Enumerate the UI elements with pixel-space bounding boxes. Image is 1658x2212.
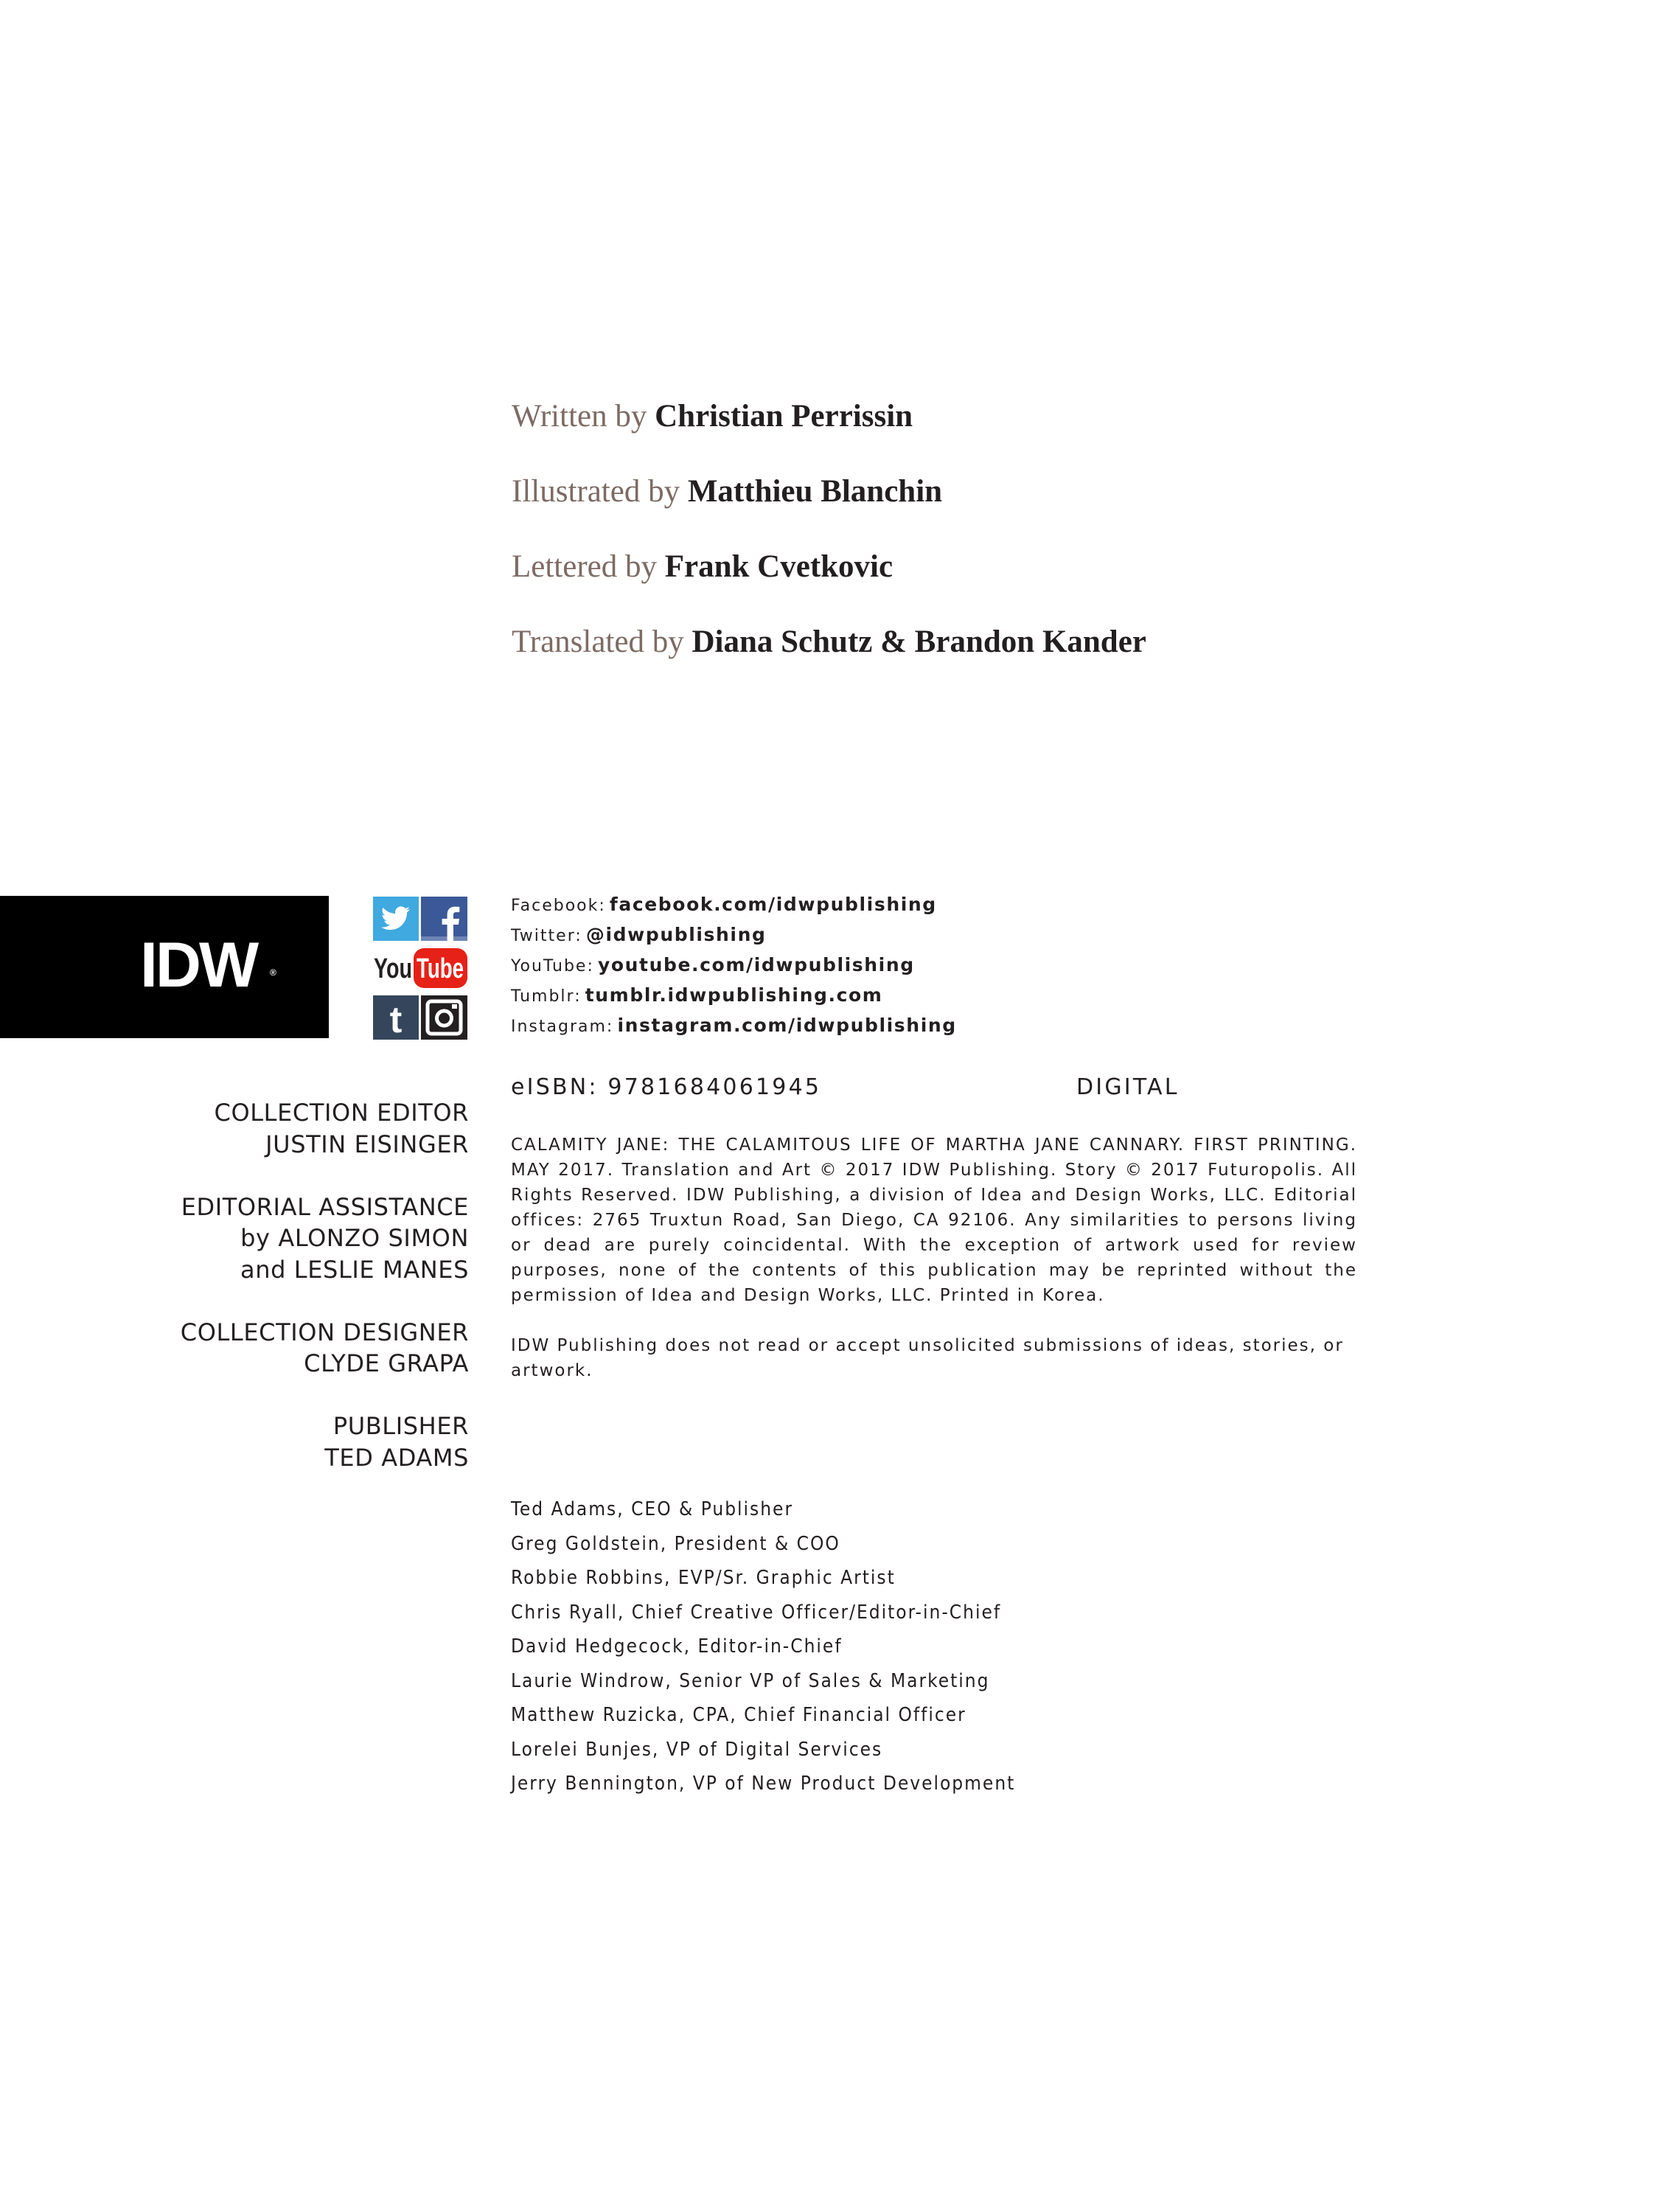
credit-name: Diana Schutz & Brandon Kander bbox=[692, 625, 1146, 659]
staff-line: TED ADAMS bbox=[324, 1443, 469, 1472]
staff-group-publisher bbox=[88, 1411, 469, 1473]
staff-line: CLYDE GRAPA bbox=[304, 1349, 469, 1377]
legal-notice bbox=[511, 1133, 1357, 1383]
credit-writer bbox=[512, 395, 1146, 470]
executive-list bbox=[511, 1492, 1015, 1801]
social-link[interactable]: youtube.com/idwpublishing bbox=[597, 954, 915, 975]
social-label: Twitter: bbox=[511, 927, 582, 945]
credit-role: Translated by bbox=[512, 625, 684, 659]
staff-credits bbox=[88, 1097, 469, 1505]
social-link[interactable]: tumblr.idwpublishing.com bbox=[585, 984, 883, 1006]
submissions-notice: IDW Publishing does not read or accept unsolicited submissions of ideas, stories, or artwork. bbox=[511, 1336, 1344, 1380]
credit-role: Illustrated by bbox=[512, 474, 680, 509]
credit-role: Lettered by bbox=[512, 549, 657, 584]
staff-group-editorial-assistance bbox=[88, 1192, 469, 1286]
isbn-number: eISBN: 9781684061945 bbox=[511, 1074, 822, 1100]
social-icons bbox=[373, 897, 467, 1040]
social-links bbox=[511, 889, 957, 1040]
idw-logo bbox=[140, 930, 274, 1001]
staff-line: and LESLIE MANES bbox=[240, 1255, 469, 1284]
credit-role: Written by bbox=[512, 399, 647, 434]
credit-name: Frank Cvetkovic bbox=[664, 549, 894, 584]
instagram-icon[interactable] bbox=[421, 995, 467, 1040]
staff-group-collection-editor bbox=[88, 1097, 469, 1160]
executive-item: Lorelei Bunjes, VP of Digital Services bbox=[511, 1738, 883, 1761]
staff-line: EDITORIAL ASSISTANCE bbox=[181, 1192, 469, 1221]
social-label: Tumblr: bbox=[511, 987, 582, 1006]
social-row-facebook bbox=[511, 889, 957, 919]
executive-item: Laurie Windrow, Senior VP of Sales & Marketing bbox=[511, 1669, 990, 1692]
credit-translator bbox=[512, 621, 1146, 696]
credit-letterer bbox=[512, 546, 1146, 621]
executive-item: Greg Goldstein, President & COO bbox=[511, 1532, 840, 1555]
social-label: Instagram: bbox=[511, 1018, 614, 1036]
social-row-twitter bbox=[511, 919, 957, 950]
social-row-youtube bbox=[511, 950, 957, 980]
credits bbox=[512, 395, 1146, 696]
staff-group-collection-designer bbox=[88, 1317, 469, 1380]
staff-line: PUBLISHER bbox=[332, 1412, 469, 1440]
staff-line: COLLECTION EDITOR bbox=[214, 1099, 469, 1127]
executive-item: Matthew Ruzicka, CPA, Chief Financial Officer bbox=[511, 1704, 966, 1726]
social-label: YouTube: bbox=[511, 957, 594, 975]
executive-item: Ted Adams, CEO & Publisher bbox=[511, 1498, 794, 1520]
credit-name: Christian Perrissin bbox=[655, 399, 913, 434]
social-row-instagram bbox=[511, 1010, 957, 1040]
isbn-line bbox=[511, 1071, 1351, 1104]
svg-text:t: t bbox=[389, 999, 403, 1040]
executive-item: Jerry Bennington, VP of New Product Development bbox=[511, 1773, 1016, 1795]
social-link[interactable]: @idwpublishing bbox=[585, 924, 767, 945]
staff-line: COLLECTION DESIGNER bbox=[180, 1318, 469, 1346]
executive-item: David Hedgecock, Editor-in-Chief bbox=[511, 1635, 843, 1658]
idw-logo-band bbox=[0, 896, 329, 1038]
executive-item: Robbie Robbins, EVP/Sr. Graphic Artist bbox=[511, 1567, 896, 1589]
social-row-tumblr bbox=[511, 980, 957, 1010]
facebook-icon[interactable] bbox=[421, 897, 467, 941]
edition-label: DIGITAL bbox=[1076, 1074, 1180, 1100]
staff-line: JUSTIN EISINGER bbox=[265, 1130, 469, 1158]
credit-illustrator bbox=[512, 470, 1146, 546]
staff-line: by ALONZO SIMON bbox=[240, 1224, 469, 1252]
twitter-icon[interactable] bbox=[373, 897, 419, 941]
youtube-icon[interactable] bbox=[373, 945, 467, 991]
social-label: Facebook: bbox=[511, 897, 606, 915]
idw-logo-text: IDW bbox=[140, 930, 257, 1001]
tumblr-icon[interactable] bbox=[373, 995, 419, 1040]
credit-name: Matthieu Blanchin bbox=[687, 474, 943, 509]
social-link[interactable]: instagram.com/idwpublishing bbox=[617, 1015, 957, 1036]
copyright-notice: CALAMITY JANE: THE CALAMITOUS LIFE OF MARTHA JANE CANNARY. FIRST PRINTING. MAY 2017. Translation and Art © 2017 IDW Publishing. Story © 2017 Futuropolis. All Rights Reserved. IDW Publishing, a division of Idea and Design Works, LLC. Editorial offices: 2765 Truxtun Road, San Diego, CA 92106. Any similarities to persons living or dead are purely coincidental. With the exception of artwork used for review purposes, none of the contents of this publication may be reprinted without the permission of Idea and Design Works, LLC. Printed in Korea. bbox=[511, 1135, 1357, 1305]
registered-mark: ® bbox=[270, 967, 274, 978]
svg-text:Tube: Tube bbox=[417, 953, 464, 984]
social-link[interactable]: facebook.com/idwpublishing bbox=[609, 894, 937, 915]
svg-text:You: You bbox=[374, 953, 412, 984]
executive-item: Chris Ryall, Chief Creative Officer/Editor-in-Chief bbox=[511, 1601, 1002, 1624]
